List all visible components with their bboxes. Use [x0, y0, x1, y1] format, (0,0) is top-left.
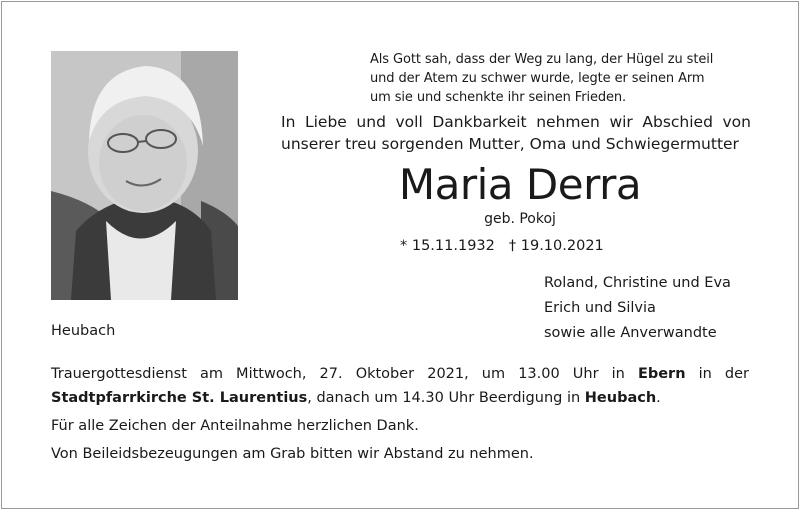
farewell-intro	[281, 111, 751, 155]
burial-location: Heubach	[584, 390, 657, 406]
church-name: Stadtpfarrkirche St. Laurentius	[51, 390, 308, 406]
memorial-quote	[370, 50, 750, 107]
portrait-photo	[51, 51, 238, 300]
mourner-line: sowie alle Anverwandte	[544, 325, 717, 341]
mourner-line: Roland, Christine und Eva	[544, 275, 731, 291]
service-location: Ebern	[637, 366, 686, 382]
intro-line: In Liebe und voll Dankbarkeit nehmen wir Abschied von	[281, 113, 751, 131]
service-info	[51, 362, 749, 410]
request-line: Von Beileidsbezeugungen am Grab bitten wir Abstand zu nehmen.	[51, 446, 534, 462]
notice-body	[51, 362, 749, 466]
mourners-list	[544, 271, 764, 346]
service-text: Trauergottesdienst am Mittwoch, 27. Oktober 2021, um 13.00 Uhr in	[51, 366, 638, 382]
thanks-line: Für alle Zeichen der Anteilnahme herzlichen Dank.	[51, 418, 419, 434]
service-text: , danach um 14.30 Uhr Beerdigung in	[307, 390, 585, 406]
life-dates	[400, 236, 660, 256]
deceased-name: Maria Derra	[398, 160, 642, 209]
quote-line: und der Atem zu schwer wurde, legte er seinen Arm	[370, 71, 705, 86]
birth-name: geb. Pokoj	[484, 211, 556, 227]
service-text: .	[656, 390, 661, 406]
quote-line: Als Gott sah, dass der Weg zu lang, der Hügel zu steil	[370, 52, 714, 67]
death-date: † 19.10.2021	[508, 238, 604, 254]
place-name: Heubach	[51, 323, 116, 339]
mourner-line: Erich und Silvia	[544, 300, 656, 316]
service-text: in der	[685, 366, 749, 382]
quote-line: um sie und schenkte ihr seinen Frieden.	[370, 90, 627, 105]
birth-date: * 15.11.1932	[400, 238, 495, 254]
intro-line: unserer treu sorgenden Mutter, Oma und Schwiegermutter	[281, 135, 739, 153]
